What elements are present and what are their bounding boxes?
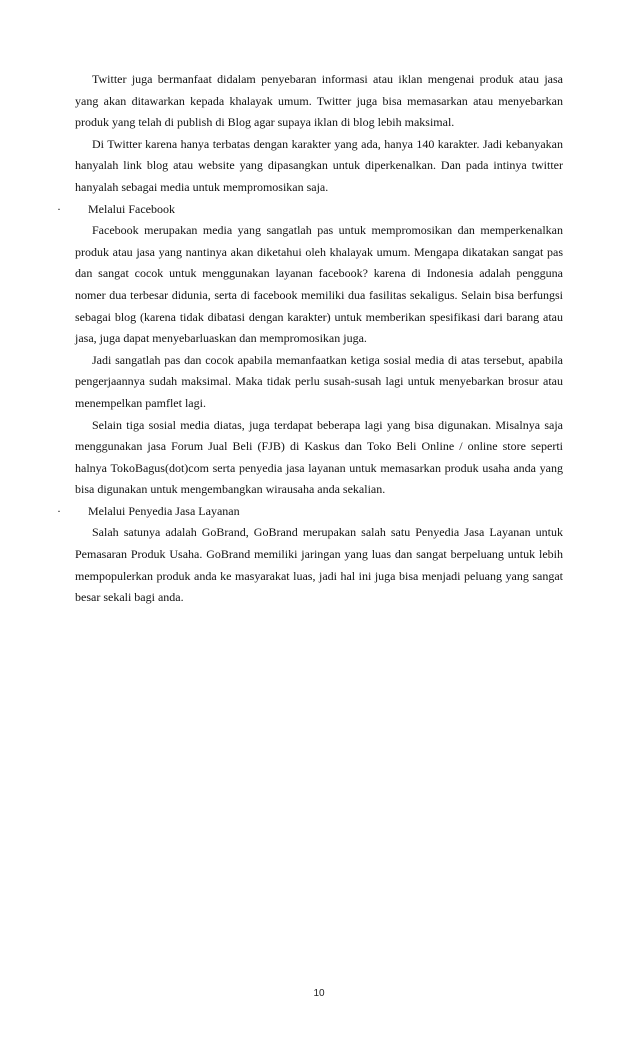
page-body	[57, 69, 563, 609]
paragraph-other-media: Selain tiga sosial media diatas, juga terdapat beberapa lagi yang bisa digunakan. Misalnya saja menggunakan jasa Forum Jual Beli (FJB) di Kaskus dan Toko Beli Online / online store seperti halnya TokoBagus(dot)com serta penyedia jasa layanan untuk memasarkan produk usaha anda yang bisa digunakan untuk mengembangkan wirausaha anda sekalian.	[75, 417, 563, 497]
paragraph-twitter-limit: Di Twitter karena hanya terbatas dengan karakter yang ada, hanya 140 karakter. Jadi kebanyakan hanyalah link blog atau website yang dipasangkan untuk diperkenalkan. Dan pada intinya twitter hanyalah sebagai media untuk mempromosikan saja.	[75, 136, 563, 194]
paragraph-facebook: Facebook merupakan media yang sangatlah pas untuk mempromosikan dan memperkenalkan produk atau jasa yang nantinya akan diketahui oleh khalayak umum. Mengapa dikatakan sangat pas dan sangat cocok untuk menggunakan layanan facebook? karena di Indonesia adalah pengguna nomer dua terbesar didunia, serta di facebook memiliki dua fasilitas sekaligus. Selain bisa berfungsi sebagai blog (karena tidak dibatasi dengan karakter) untuk memberikan spesifikasi dari barang atau jasa, juga dapat menyebarluaskan dan mempromosikan juga.	[75, 223, 563, 346]
paragraph-twitter-benefit: Twitter juga bermanfaat didalam penyebaran informasi atau iklan mengenai produk atau jasa yang akan ditawarkan kepada khalayak umum. Twitter juga bisa memasarkan atau menyebarkan produk yang telah di publish di Blog agar supaya iklan di blog lebih maksimal.	[75, 72, 563, 130]
bullet-item-service-provider	[57, 501, 563, 523]
paragraph-three-media: Jadi sangatlah pas dan cocok apabila memanfaatkan ketiga sosial media di atas tersebut, apabila pengerjaannya sudah maksimal. Maka tidak perlu susah-susah lagi untuk menyebarkan brosur atau menempelkan pamflet lagi.	[75, 352, 563, 410]
bullet-dot-icon: ·	[57, 201, 61, 216]
bullet-label-facebook: Melalui Facebook	[88, 201, 175, 216]
bullet-item-facebook	[57, 199, 563, 221]
page-number: 10	[313, 988, 325, 999]
bullet-dot-icon: ·	[57, 503, 61, 518]
bullet-label-service-provider: Melalui Penyedia Jasa Layanan	[88, 503, 240, 518]
paragraph-gobrand: Salah satunya adalah GoBrand, GoBrand merupakan salah satu Penyedia Jasa Layanan untuk Pemasaran Produk Usaha. GoBrand memiliki jaringan yang luas dan sangat berpeluang untuk lebih mempopulerkan produk anda ke masyarakat luas, jadi hal ini juga bisa menjadi peluang yang sangat besar sekali bagi anda.	[75, 525, 563, 605]
